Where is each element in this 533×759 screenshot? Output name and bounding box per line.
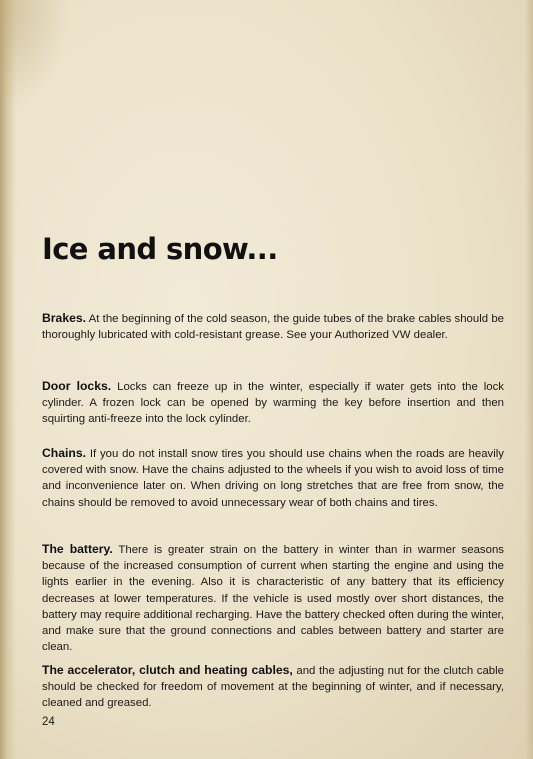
section-body: There is greater strain on the battery in winter than in warmer seasons because of the increased consumption of current when starting the engine and using the lights earlier in the evening. Also it is characteristic of any battery that its efficiency decreases at lower temperatures. If the vehicle is used mostly over short distances, the battery may require additional recharging. Have the battery checked often during the winter, and make sure that the ground connections and cables between battery and starter are clean. — [42, 544, 504, 654]
page-binding-edge — [0, 0, 16, 759]
page-heading: Ice and snow... — [42, 232, 278, 266]
section-body: At the beginning of the cold season, the guide tubes of the brake cables should be thoroughly lubricated with cold-resistant grease. See your Authorized VW dealer. — [42, 313, 504, 342]
section-title: Chains. — [42, 446, 87, 460]
paper-stain — [0, 0, 70, 110]
section-accelerator-cables — [42, 662, 504, 712]
section-battery — [42, 541, 504, 655]
section-door-locks — [42, 378, 504, 428]
page-right-edge — [525, 0, 533, 759]
section-brakes — [42, 310, 504, 343]
section-title: The accelerator, clutch and heating cables, — [42, 663, 293, 677]
section-title: Brakes. — [42, 311, 87, 325]
section-body: and the adjusting nut for the clutch cable should be checked for freedom of movement at the beginning of winter, and if necessary, cleaned and greased. — [42, 665, 504, 710]
section-title: The battery. — [42, 542, 113, 556]
section-body: If you do not install snow tires you should use chains when the roads are heavily covered with snow. Have the chains adjusted to the wheels if you wish to avoid loss of time and inconvenience later on. When driving on long stretches that are free from snow, the chains should be removed to avoid unnecessary wear of both chains and tires. — [42, 448, 504, 509]
section-title: Door locks. — [42, 379, 112, 393]
page-number: 24 — [42, 716, 55, 728]
section-chains — [42, 445, 504, 511]
section-body: Locks can freeze up in the winter, especially if water gets into the lock cylinder. A frozen lock can be opened by warming the key before insertion and then squirting anti-freeze into the lock cylinder. — [42, 381, 505, 426]
